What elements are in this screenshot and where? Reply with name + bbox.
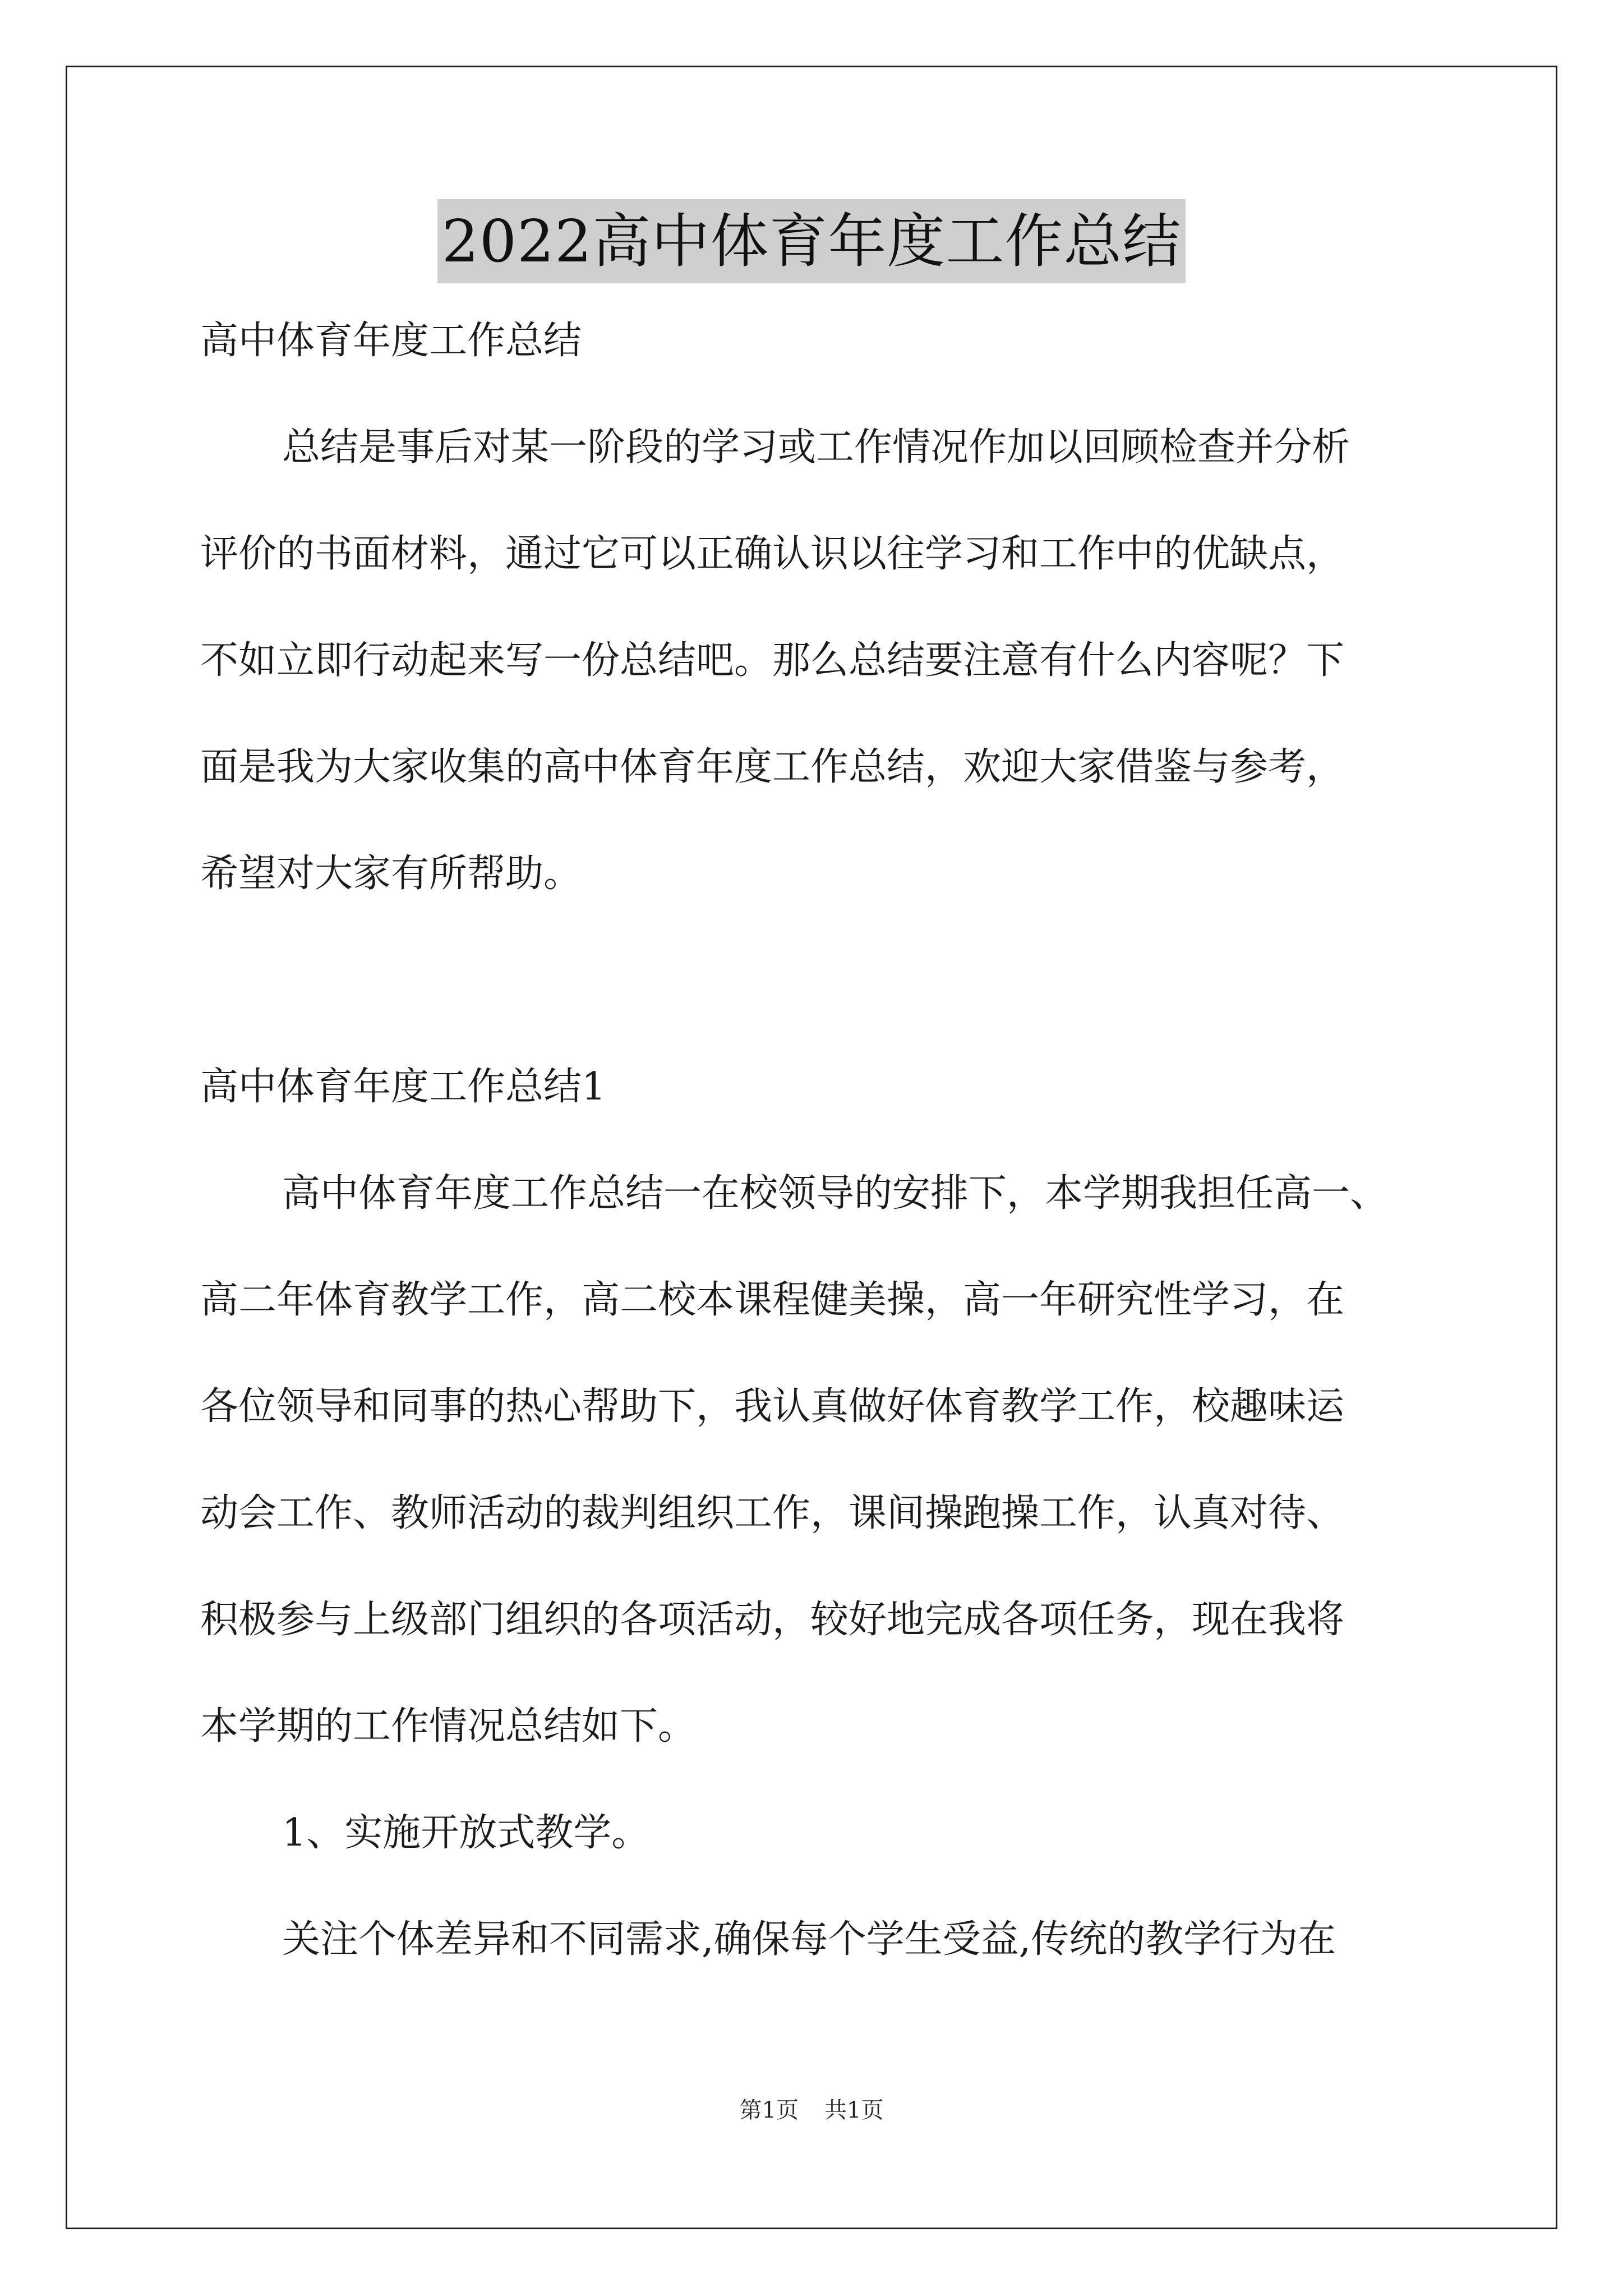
section-line: 高中体育年度工作总结一在校领导的安排下，本学期我担任高一、 xyxy=(282,1171,1389,1216)
section-line: 本学期的工作情况总结如下。 xyxy=(200,1704,697,1749)
intro-line: 希望对大家有所帮助。 xyxy=(200,852,582,896)
intro-line: 评价的书面材料，通过它可以正确认识以往学习和工作中的优缺点， xyxy=(200,532,1345,576)
page-number: 第1页 xyxy=(739,2097,799,2123)
document-title: 2022高中体育年度工作总结 xyxy=(437,199,1186,283)
page-footer xyxy=(0,2093,1623,2127)
intro-line: 面是我为大家收集的高中体育年度工作总结，欢迎大家借鉴与参考， xyxy=(200,745,1345,789)
intro-paragraph xyxy=(200,421,1456,901)
section-line: 各位领导和同事的热心帮助下，我认真做好体育教学工作，校趣味运 xyxy=(200,1384,1345,1429)
intro-line: 总结是事后对某一阶段的学习或工作情况作加以回顾检查并分析 xyxy=(282,425,1350,470)
section-line: 高二年体育教学工作，高二校本课程健美操，高一年研究性学习，在 xyxy=(200,1278,1345,1322)
document-subtitle: 高中体育年度工作总结 xyxy=(200,319,582,363)
section-heading: 高中体育年度工作总结1 xyxy=(200,1065,606,1109)
section-line: 动会工作、教师活动的裁判组织工作，课间操跑操工作，认真对待、 xyxy=(200,1491,1345,1535)
intro-line: 不如立即行动起来写一份总结吧。那么总结要注意有什么内容呢？下 xyxy=(200,638,1345,683)
title-container xyxy=(0,199,1623,283)
section-line: 积极参与上级部门组织的各项活动，较好地完成各项任务，现在我将 xyxy=(200,1598,1345,1642)
document-body xyxy=(200,314,1456,1967)
item-line: 关注个体差异和不同需求,确保每个学生受益,传统的教学行为在 xyxy=(282,1917,1336,1962)
item-heading: 1、实施开放式教学。 xyxy=(282,1811,650,1855)
page-total: 共1页 xyxy=(824,2097,884,2123)
section-paragraph xyxy=(200,1167,1456,1754)
